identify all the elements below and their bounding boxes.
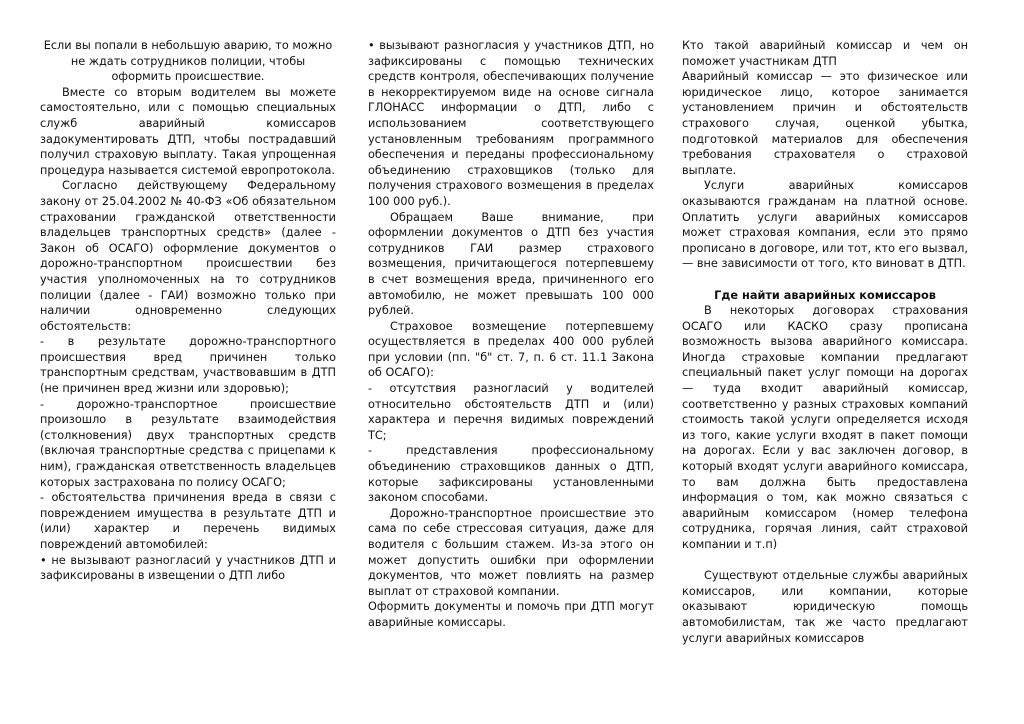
list-item-no-disagreement: • не вызывают разногласий у участников ДТП и зафиксированы в извещении о ДТП либо [40, 553, 336, 583]
list-item-disagreement: • вызывают разногласия у участников ДТП, но зафиксированы с помощью технических средств контроля, обеспечивающих получение в некорректируемом виде на основе сигнала ГЛОНАСС информации о ДТП, либо с использованием соответствующего установленным требованиям программного обеспечения и переданы профессиональному объединению страховщиков (только для получения страхового возмещения в пределах 100 000 руб.). [368, 39, 654, 208]
paragraph-contracts: В некоторых договорах страхования ОСАГО или КАСКО сразу прописана возможность вызова аварийного комиссара. Иногда страховые компании предлагают специальный пакет услуг помощи на дорогах — туда входит аварийный комиссар, соответственно у разных страховых компаний стоимость такой услуги определяется исходя из того, какие услуги входят в пакет помощи на дорогах. Если у вас заключен договор, в который входят услуги аварийного комиссара, то вам должна быть предоставлена информация о том, как можно связаться с аварийным комиссаром (номер телефона сотрудника, горячая линия, сайт страховой компании и т.п) [682, 304, 968, 551]
paragraph-definition: Аварийный комиссар — это физическое или юридическое лицо, которое занимается установлением причин и обстоятельств страхового случая, оценкой убытка, подготовкой материалов для обеспечения требования страхователя о страховой выплате. [682, 70, 968, 177]
paragraph-attention: Обращаем Ваше внимание, при оформлении документов о ДТП без участия сотрудников ГАИ размер страхового возмещения, причитающегося потерпевшему в счет возмещения вреда, причиненного его автомобилю, не может превышать 100 000 рублей. [368, 210, 654, 318]
column-2 [368, 38, 654, 631]
list-item-damage-vehicles: - в результате дорожно-транспортного происшествия вред причинен только транспортным средствам, участвовавшим в ДТП (не причинен вред жизни или здоровью); [40, 335, 336, 396]
spacer [682, 272, 968, 288]
paragraph-stress: Дорожно-транспортное происшествие это сама по себе стрессовая ситуация, даже для водителя с большим стажем. Из-за этого он может допустить ошибки при оформлении документов, что может повлиять на размер выплат от страховой компании. [368, 506, 654, 598]
paragraph-europrotocol: Вместе со вторым водителем вы можете самостоятельно, или с помощью специальных служб аварийный комиссаров задокументировать ДТП, чтобы пострадавший получил страховую выплату. Такая упрощенная процедура называется системой европротокола. [40, 85, 336, 177]
list-item-two-vehicles: - дорожно-транспортное происшествие произошло в результате взаимодействия (столкновения) двух транспортных средств (включая транспортные средства с прицепами к ним), гражданская ответственность владельцев которых застрахована по полису ОСАГО; [40, 397, 336, 489]
section-heading-where: Где найти аварийных комиссаров [714, 288, 936, 302]
paragraph-paid-services: Услуги аварийных комиссаров оказываются гражданам на платной основе. Оплатить услуги аварийных комиссаров может страховая компания, если это прямо прописано в договоре, или тот, кто его вызвал, — вне зависимости от того, кто виноват в ДТП. [682, 179, 968, 271]
paragraph-separate-services: Существуют отдельные службы аварийных комиссаров, или компании, которые оказывают юридическую помощь автомобилистам, так же часто предлагают услуги аварийных комиссаров [682, 569, 968, 645]
spacer [682, 553, 968, 569]
paragraph-law: Согласно действующему Федеральному закону от 25.04.2002 № 40-ФЗ «Об обязательном страховании гражданской ответственности владельцев транспортных средств» (далее - Закон об ОСАГО) оформление документов о дорожно-транспортном происшествии без участия уполномоченных на то сотрудников полиции (далее - ГАИ) возможно только при наличии одновременно следующих обстоятельств: [40, 179, 336, 333]
paragraph-commissioners-help: Оформить документы и помочь при ДТП могут аварийные комиссары. [368, 600, 654, 629]
column-3 [682, 38, 968, 646]
list-item-circumstances: - обстоятельства причинения вреда в связи с повреждением имущества в результате ДТП и (или) характер и перечень видимых повреждений автомобилей: [40, 491, 336, 551]
paragraph-intro: Если вы попали в небольшую аварию, то можно не ждать сотрудников полиции, чтобы оформить происшествие. [43, 39, 333, 84]
list-item-no-disagreement-drivers: - отсутствия разногласий у водителей относительно обстоятельств ДТП и (или) характера и перечня видимых повреждений ТС; [368, 382, 654, 442]
paragraph-compensation: Страховое возмещение потерпевшему осуществляется в пределах 400 000 рублей при условии (пп. "б" ст. 7, п. 6 ст. 11.1 Закона об ОСАГО): [368, 319, 654, 380]
column-1 [40, 38, 336, 584]
section-title-who: Кто такой аварийный комиссар и чем он поможет участникам ДТП [682, 39, 968, 68]
list-item-submission: - представления профессиональному объединению страховщиков данных о ДТП, которые зафиксированы установленными законом способами. [368, 444, 654, 505]
